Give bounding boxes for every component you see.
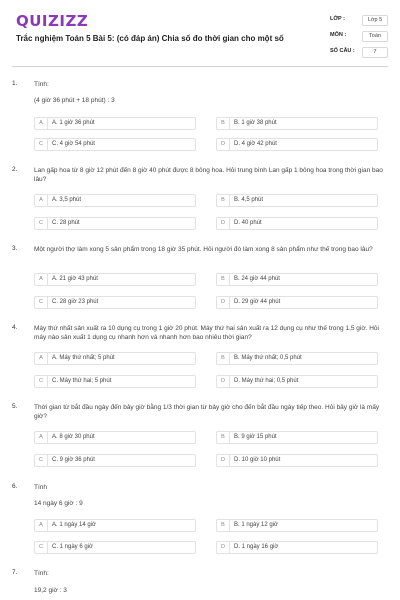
option-c[interactable] [34, 138, 196, 151]
meta-value: Lớp 5 [362, 15, 388, 26]
option-text: A. 1 giờ 36 phút [52, 120, 95, 126]
option-text: D. 29 giờ 44 phút [234, 299, 281, 305]
option-d[interactable] [216, 138, 378, 151]
option-b[interactable] [216, 194, 378, 207]
option-letter: A [35, 432, 48, 443]
option-letter: C [35, 455, 48, 466]
option-d[interactable] [216, 217, 378, 230]
option-text: B. 24 giờ 44 phút [234, 276, 280, 282]
question-number: 2. [12, 166, 18, 173]
question-expression: 19,2 giờ : 3 [34, 587, 67, 594]
option-letter: D [217, 376, 230, 387]
option-b[interactable] [216, 519, 378, 532]
option-text: D. 40 phút [234, 220, 262, 226]
question-number: 5. [12, 403, 18, 410]
option-text: C. 1 ngày 6 giờ [52, 544, 93, 550]
option-text: B. 4,5 phút [234, 197, 264, 203]
question-number: 3. [12, 245, 18, 252]
option-letter: C [35, 542, 48, 553]
page-title: Trắc nghiệm Toán 5 Bài 5: (có đáp án) Chia số đo thời gian cho một số [16, 34, 284, 43]
question-text: Máy thứ nhất sản xuất ra 10 dụng cụ trong 1 giờ 20 phút. Máy thứ hai sản xuất ra 12 dụng cụ như thế trong 1,5 giờ. Hỏi máy nào sản xuất 1 dụng cụ nhanh hơn và nhanh hơn bao nhiêu thời gian? [34, 325, 379, 341]
option-letter: D [217, 218, 230, 229]
option-text: B. 9 giờ 15 phút [234, 434, 277, 440]
option-text: A. 3,5 phút [52, 197, 82, 203]
option-text: C. 28 giờ 23 phút [52, 299, 99, 305]
option-letter: C [35, 297, 48, 308]
option-text: C. 4 giờ 54 phút [52, 141, 95, 147]
option-text: C. Máy thứ hai; 5 phút [52, 378, 112, 384]
option-letter: A [35, 520, 48, 531]
option-b[interactable] [216, 431, 378, 444]
meta-row-grade [330, 14, 388, 30]
option-d[interactable] [216, 454, 378, 467]
option-letter: A [35, 195, 48, 206]
option-b[interactable] [216, 273, 378, 286]
question-number: 4. [12, 324, 18, 331]
question-text: Thời gian từ bắt đầu ngày đến bảy giờ bằng 1/3 thời gian từ bảy giờ cho đến bắt đầu ngày tiếp theo. Hỏi bây giờ là mấy giờ? [34, 404, 380, 420]
question-text: Một người thợ làm xong 5 sản phẩm trong 18 giờ 35 phút. Hỏi người đó làm xong 8 sản phẩm như thế trong bao lâu? [34, 246, 373, 253]
option-letter: D [217, 542, 230, 553]
option-a[interactable] [34, 117, 196, 130]
option-text: D. Máy thứ hai; 0,5 phút [234, 378, 299, 384]
option-letter: C [35, 139, 48, 150]
meta-panel [330, 14, 388, 62]
option-text: D. 1 ngày 16 giờ [234, 544, 279, 550]
question-number: 7. [12, 569, 18, 576]
option-letter: B [217, 520, 230, 531]
option-text: B. Máy thứ nhất; 0,5 phút [234, 355, 302, 361]
option-text: A. 1 ngày 14 giờ [52, 522, 96, 528]
option-c[interactable] [34, 296, 196, 309]
option-a[interactable] [34, 431, 196, 444]
option-letter: B [217, 353, 230, 364]
meta-label: SỐ CÂU : [330, 48, 355, 54]
meta-row-count [330, 46, 388, 62]
question-text: Tính [34, 484, 48, 491]
question-number: 1. [12, 80, 18, 87]
option-a[interactable] [34, 519, 196, 532]
option-letter: C [35, 376, 48, 387]
option-text: B. 1 giờ 38 phút [234, 120, 277, 126]
option-a[interactable] [34, 194, 196, 207]
option-letter: B [217, 118, 230, 129]
option-b[interactable] [216, 352, 378, 365]
option-letter: D [217, 139, 230, 150]
option-letter: A [35, 353, 48, 364]
question-text: Tính: [34, 81, 49, 88]
option-a[interactable] [34, 352, 196, 365]
option-c[interactable] [34, 454, 196, 467]
option-b[interactable] [216, 117, 378, 130]
option-letter: A [35, 274, 48, 285]
question-text: Lan gấp hoa từ 8 giờ 12 phút đến 8 giờ 40 phút được 8 bông hoa. Hỏi trung bình Lan gấp 1 bông hoa trong thời gian bao lâu? [34, 167, 383, 183]
option-letter: D [217, 297, 230, 308]
option-c[interactable] [34, 541, 196, 554]
question-expression: 14 ngày 6 giờ : 9 [34, 500, 83, 507]
meta-label: MÔN : [330, 32, 347, 38]
option-text: A. 8 giờ 30 phút [52, 434, 95, 440]
logo: QUIZIZZ [16, 12, 89, 30]
option-letter: B [217, 195, 230, 206]
header-divider [12, 66, 388, 67]
option-a[interactable] [34, 273, 196, 286]
option-text: C. 9 giờ 36 phút [52, 457, 95, 463]
question-text: Tính: [34, 570, 49, 577]
option-c[interactable] [34, 375, 196, 388]
option-text: D. 4 giờ 42 phút [234, 141, 277, 147]
meta-value: Toán [362, 31, 388, 42]
meta-row-subject [330, 30, 388, 46]
option-d[interactable] [216, 296, 378, 309]
meta-value: 7 [362, 47, 388, 58]
option-c[interactable] [34, 217, 196, 230]
option-d[interactable] [216, 375, 378, 388]
option-letter: A [35, 118, 48, 129]
option-text: A. Máy thứ nhất; 5 phút [52, 355, 115, 361]
option-text: A. 21 giờ 43 phút [52, 276, 98, 282]
option-text: D. 10 giờ 10 phút [234, 457, 281, 463]
option-text: B. 1 ngày 12 giờ [234, 522, 278, 528]
question-number: 6. [12, 483, 18, 490]
question-expression: (4 giờ 36 phút + 18 phút) : 3 [34, 97, 115, 104]
meta-label: LỚP : [330, 16, 345, 22]
option-text: C. 28 phút [52, 220, 80, 226]
option-letter: C [35, 218, 48, 229]
option-letter: B [217, 274, 230, 285]
option-d[interactable] [216, 541, 378, 554]
option-letter: D [217, 455, 230, 466]
option-letter: B [217, 432, 230, 443]
